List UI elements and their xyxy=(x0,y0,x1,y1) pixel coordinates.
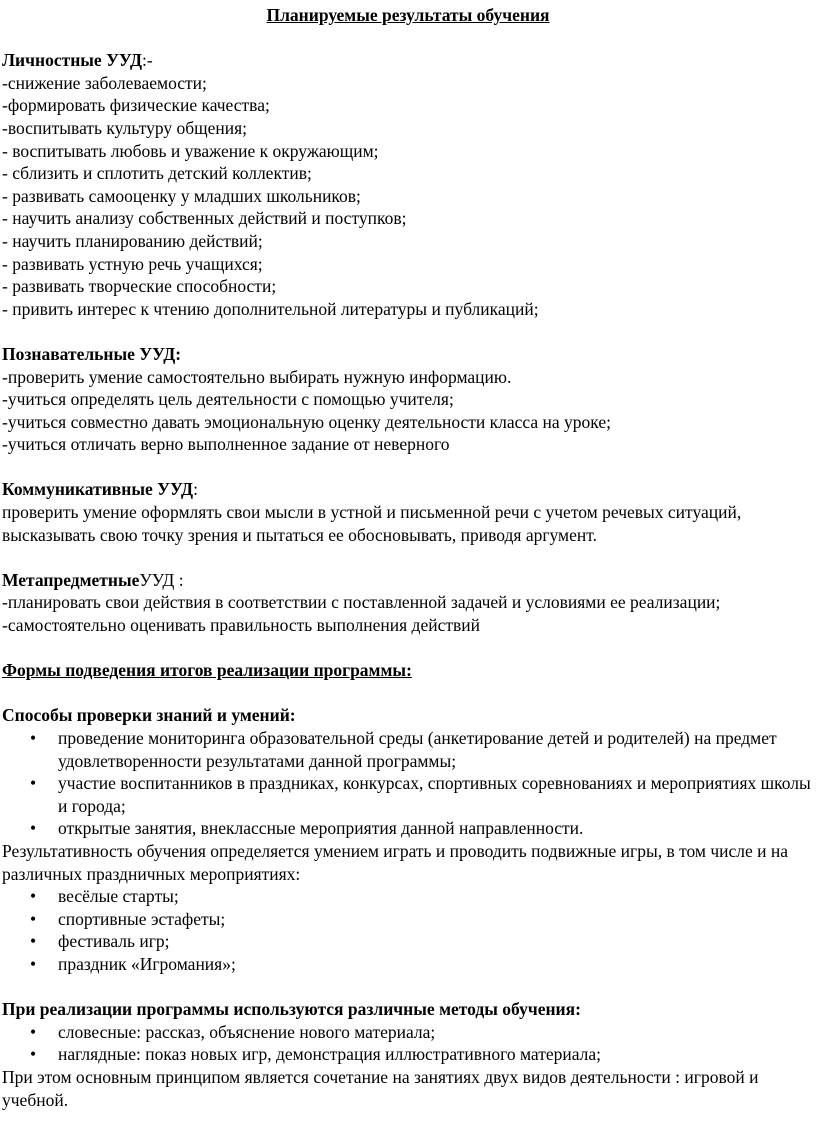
document-page xyxy=(2,4,814,1111)
communicative-text: проверить умение оформлять свои мысли в устной и письменной речи с учетом речевых ситуаций, высказывать свою точку зрения и пытаться ее обосновывать, приводя аргумент. xyxy=(2,502,742,545)
list-item: • открытые занятия, внеклассные мероприятия данной направленности. xyxy=(2,817,814,840)
list-item: • спортивные эстафеты; xyxy=(2,908,814,931)
cognitive-item: -учиться определять цель деятельности с помощью учителя; xyxy=(2,389,454,410)
effectiveness-text: Результативность обучения определяется умением играть и проводить подвижные игры, в том числе и на различных праздничных мероприятиях: xyxy=(2,840,789,884)
metasubject-heading-suffix: УУД : xyxy=(139,569,184,590)
cognitive-item: -учиться совместно давать эмоциональную оценку деятельности класса на уроке; xyxy=(2,411,612,432)
cognitive-item: -проверить умение самостоятельно выбирать нужную информацию. xyxy=(2,366,512,387)
spacer xyxy=(2,682,814,705)
cognitive-heading: Познавательные УУД: xyxy=(2,343,182,364)
communicative-heading-line xyxy=(2,478,814,501)
personal-item: -снижение заболеваемости; xyxy=(2,72,207,93)
spacer xyxy=(2,976,814,999)
closing-text: При этом основным принципом является сочетание на занятиях двух видов деятельности : игровой и учебной. xyxy=(2,1066,759,1110)
list-item: • весёлые старты; xyxy=(2,885,814,908)
methods-check-heading: Способы проверки знаний и умений: xyxy=(2,705,296,726)
personal-item: - привить интерес к чтению дополнительной литературы и публикаций; xyxy=(2,298,539,319)
metasubject-heading-line xyxy=(2,569,814,592)
spacer xyxy=(2,637,814,660)
spacer xyxy=(2,320,814,343)
forms-heading: Формы подведения итогов реализации программы: xyxy=(2,660,412,681)
personal-item: - развивать творческие способности; xyxy=(2,276,277,297)
personal-item: -формировать физические качества; xyxy=(2,95,270,116)
teaching-methods-heading: При реализации программы используются различные методы обучения: xyxy=(2,999,581,1020)
personal-item: - развивать устную речь учащихся; xyxy=(2,253,263,274)
personal-item: - научить анализу собственных действий и поступков; xyxy=(2,208,407,229)
list-item: • наглядные: показ новых игр, демонстрация иллюстративного материала; xyxy=(2,1043,814,1066)
personal-heading: Личностные УУД xyxy=(2,50,143,71)
personal-heading-suffix: :- xyxy=(142,50,153,71)
teaching-methods-list xyxy=(2,1021,814,1066)
page-title: Планируемые результаты обучения xyxy=(266,5,550,25)
spacer xyxy=(2,27,814,50)
communicative-heading-suffix: : xyxy=(193,479,198,500)
personal-item: - сблизить и сплотить детский коллектив; xyxy=(2,163,312,184)
list-item: • участие воспитанников в праздниках, конкурсах, спортивных соревнованиях и мероприятиях школы и города; xyxy=(2,772,814,817)
cognitive-item: -учиться отличать верно выполненное задание от неверного xyxy=(2,434,450,455)
spacer xyxy=(2,546,814,569)
effectiveness-list xyxy=(2,885,814,975)
metasubject-item: -планировать свои действия в соответствии с поставленной задачей и условиями ее реализации; xyxy=(2,592,721,613)
metasubject-item: -самостоятельно оценивать правильность выполнения действий xyxy=(2,615,480,636)
methods-check-list xyxy=(2,727,814,840)
personal-item: - развивать самооценку у младших школьников; xyxy=(2,185,361,206)
list-item: • фестиваль игр; xyxy=(2,930,814,953)
personal-item: - воспитывать любовь и уважение к окружающим; xyxy=(2,140,379,161)
personal-item: -воспитывать культуру общения; xyxy=(2,117,248,138)
personal-item: - научить планированию действий; xyxy=(2,230,263,251)
personal-heading-line xyxy=(2,49,814,72)
spacer xyxy=(2,456,814,479)
list-item: • праздник «Игромания»; xyxy=(2,953,814,976)
list-item: • проведение мониторинга образовательной среды (анкетирование детей и родителей) на предмет удовлетворенности результатами данной программы; xyxy=(2,727,814,772)
list-item: • словесные: рассказ, объяснение нового материала; xyxy=(2,1021,814,1044)
communicative-heading: Коммуникативные УУД xyxy=(2,479,194,500)
metasubject-heading: Метапредметные xyxy=(2,569,140,590)
